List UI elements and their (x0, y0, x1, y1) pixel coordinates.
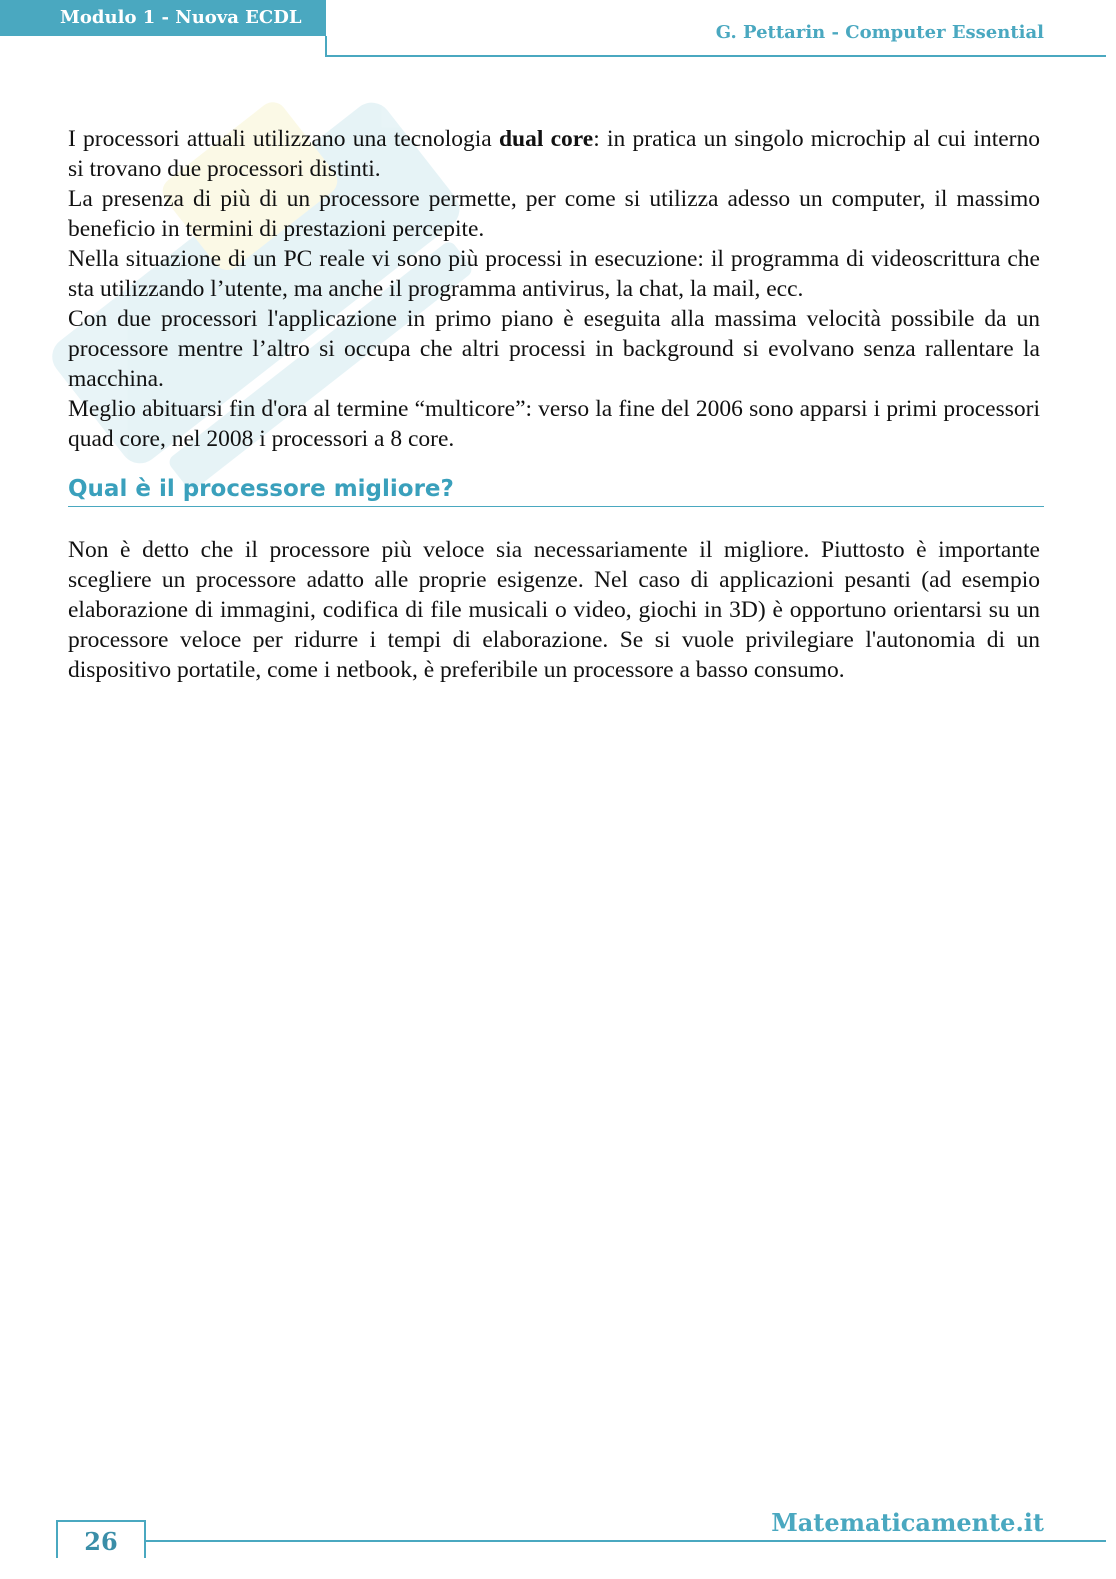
section-heading: Qual è il processore migliore? (68, 476, 1044, 507)
page-content (68, 124, 1040, 685)
paragraph-dual-core (68, 124, 1040, 184)
footer-site-name: Matematicamente.it (771, 1508, 1044, 1537)
paragraph-multicore: Meglio abituarsi fin d'ora al termine “multicore”: verso la fine del 2006 sono apparsi i primi processori quad core, nel 2008 i processori a 8 core. (68, 396, 1040, 452)
paragraph-multiple-processors: La presenza di più di un processore permette, per come si utilizza adesso un computer, il massimo beneficio in termini di prestazioni percepite. (68, 186, 1040, 242)
paragraph-processes: Nella situazione di un PC reale vi sono più processi in esecuzione: il programma di videoscrittura che sta utilizzando l’utente, ma anche il programma antivirus, la chat, la mail, ecc. (68, 246, 1040, 302)
paragraph-two-processors: Con due processori l'applicazione in primo piano è eseguita alla massima velocità possibile da un processore mentre l’altro si occupa che altri processi in background si evolvano senza rallentare la macchina. (68, 306, 1040, 392)
header-module-label: Modulo 1 - Nuova ECDL (60, 7, 302, 28)
header-author-title: G. Pettarin - Computer Essential (715, 22, 1044, 43)
page-number: 26 (84, 1527, 118, 1556)
section-body-paragraph: Non è detto che il processore più veloce sia necessariamente il migliore. Piuttosto è importante scegliere un processore adatto alle proprie esigenze. Nel caso di applicazioni pesanti (ad esempio elaborazione di immagini, codifica di file musicali o video, giochi in 3D) è opportuno orientarsi su un processore veloce per ridurre i tempi di elaborazione. Se si vuole privilegiare l'autonomia di un dispositivo portatile, come i netbook, è preferibile un processore a basso consumo. (68, 537, 1040, 683)
header-module-tab (0, 0, 326, 36)
header-divider-vertical (325, 36, 327, 57)
header-divider-horizontal (325, 55, 1106, 57)
footer-divider (56, 1540, 1106, 1542)
paragraph-text: I processori attuali utilizzano una tecnologia (68, 126, 499, 152)
page-number-box (56, 1520, 146, 1558)
paragraph-text: : in pratica un singolo microchip al cui interno si trovano due processori distinti. (68, 126, 1040, 182)
bold-term-dual-core: dual core (498, 126, 594, 152)
